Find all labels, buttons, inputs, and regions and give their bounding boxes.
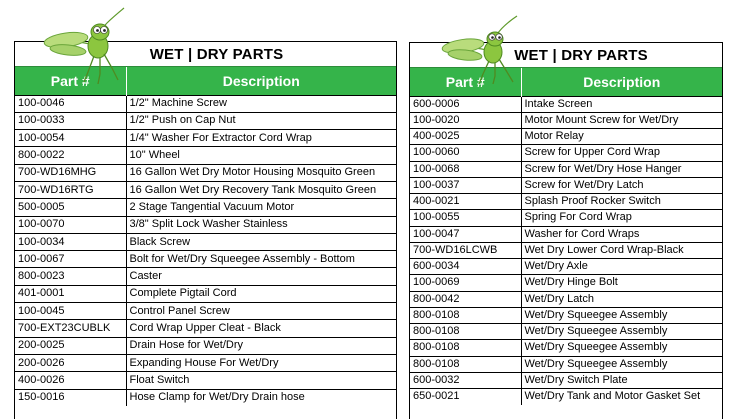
- table-row: [15, 164, 396, 181]
- part-number-cell: 800-0108: [410, 340, 521, 356]
- part-number-cell: 800-0108: [410, 307, 521, 323]
- table-row: [410, 226, 722, 242]
- part-number-cell: 600-0032: [410, 372, 521, 388]
- description-cell: Caster: [126, 268, 396, 285]
- description-cell: Expanding House For Wet/Dry: [126, 354, 396, 371]
- table-row: [15, 389, 396, 406]
- description-cell: Drain Hose for Wet/Dry: [126, 337, 396, 354]
- table-row: [15, 268, 396, 285]
- description-cell: Wet/Dry Squeegee Assembly: [521, 324, 722, 340]
- part-number-cell: 700-WD16MHG: [15, 164, 126, 181]
- parts-table: [15, 67, 396, 406]
- table-row: [410, 129, 722, 145]
- table-row: [410, 291, 722, 307]
- description-cell: Motor Mount Screw for Wet/Dry: [521, 112, 722, 128]
- table-row: [15, 181, 396, 198]
- table-row: [410, 194, 722, 210]
- part-number-cell: 800-0108: [410, 324, 521, 340]
- part-number-cell: 100-0067: [15, 251, 126, 268]
- table-row: [410, 275, 722, 291]
- table-row: [15, 320, 396, 337]
- column-header-part: Part #: [15, 67, 126, 95]
- part-number-cell: 400-0026: [15, 372, 126, 389]
- description-cell: 16 Gallon Wet Dry Motor Housing Mosquito Green: [126, 164, 396, 181]
- description-cell: Wet/Dry Axle: [521, 259, 722, 275]
- part-number-cell: 100-0054: [15, 130, 126, 147]
- description-cell: Wet/Dry Latch: [521, 291, 722, 307]
- description-cell: Splash Proof Rocker Switch: [521, 194, 722, 210]
- part-number-cell: 700-EXT23CUBLK: [15, 320, 126, 337]
- table-row: [410, 307, 722, 323]
- description-cell: Wet/Dry Squeegee Assembly: [521, 356, 722, 372]
- part-number-cell: 200-0026: [15, 354, 126, 371]
- part-number-cell: 401-0001: [15, 285, 126, 302]
- part-number-cell: 100-0034: [15, 233, 126, 250]
- part-number-cell: 800-0108: [410, 356, 521, 372]
- description-cell: Black Screw: [126, 233, 396, 250]
- table-body: [410, 96, 722, 405]
- table-row: [15, 251, 396, 268]
- part-number-cell: 600-0034: [410, 259, 521, 275]
- description-cell: 16 Gallon Wet Dry Recovery Tank Mosquito Green: [126, 181, 396, 198]
- table-row: [15, 216, 396, 233]
- description-cell: 1/2" Machine Screw: [126, 95, 396, 112]
- part-number-cell: 650-0021: [410, 389, 521, 405]
- description-cell: Cord Wrap Upper Cleat - Black: [126, 320, 396, 337]
- part-number-cell: 200-0025: [15, 337, 126, 354]
- description-cell: Motor Relay: [521, 129, 722, 145]
- description-cell: Intake Screen: [521, 96, 722, 112]
- table-title: WET | DRY PARTS: [15, 42, 396, 67]
- description-cell: Float Switch: [126, 372, 396, 389]
- description-cell: 3/8" Split Lock Washer Stainless: [126, 216, 396, 233]
- table-row: [15, 337, 396, 354]
- part-number-cell: 100-0047: [410, 226, 521, 242]
- part-number-cell: 100-0060: [410, 145, 521, 161]
- description-cell: Bolt for Wet/Dry Squeegee Assembly - Bottom: [126, 251, 396, 268]
- description-cell: 1/4" Washer For Extractor Cord Wrap: [126, 130, 396, 147]
- description-cell: Screw for Upper Cord Wrap: [521, 145, 722, 161]
- part-number-cell: 100-0046: [15, 95, 126, 112]
- table-row: [15, 285, 396, 302]
- part-number-cell: 600-0006: [410, 96, 521, 112]
- description-cell: Hose Clamp for Wet/Dry Drain hose: [126, 389, 396, 406]
- table-row: [15, 354, 396, 371]
- part-number-cell: 100-0055: [410, 210, 521, 226]
- table-row: [410, 372, 722, 388]
- part-number-cell: 800-0022: [15, 147, 126, 164]
- part-number-cell: 150-0016: [15, 389, 126, 406]
- table-row: [15, 303, 396, 320]
- table-row: [15, 233, 396, 250]
- description-cell: Control Panel Screw: [126, 303, 396, 320]
- table-row: [410, 177, 722, 193]
- part-number-cell: 700-WD16RTG: [15, 181, 126, 198]
- table-row: [15, 95, 396, 112]
- table-row: [15, 112, 396, 129]
- table-row: [410, 242, 722, 258]
- description-cell: Spring For Cord Wrap: [521, 210, 722, 226]
- column-header-description: Description: [521, 68, 722, 96]
- table-row: [410, 356, 722, 372]
- table-row: [15, 147, 396, 164]
- part-number-cell: 100-0045: [15, 303, 126, 320]
- part-number-cell: 100-0070: [15, 216, 126, 233]
- part-number-cell: 100-0033: [15, 112, 126, 129]
- description-cell: Screw for Wet/Dry Hose Hanger: [521, 161, 722, 177]
- column-header-description: Description: [126, 67, 396, 95]
- table-row: [410, 112, 722, 128]
- table-row: [410, 145, 722, 161]
- table-row: [15, 130, 396, 147]
- column-header-part: Part #: [410, 68, 521, 96]
- table-row: [410, 340, 722, 356]
- part-number-cell: 400-0021: [410, 194, 521, 210]
- table-row: [410, 259, 722, 275]
- part-number-cell: 400-0025: [410, 129, 521, 145]
- table-row: [15, 372, 396, 389]
- part-number-cell: 100-0020: [410, 112, 521, 128]
- description-cell: Wet Dry Lower Cord Wrap-Black: [521, 242, 722, 258]
- description-cell: Screw for Wet/Dry Latch: [521, 177, 722, 193]
- table-row: [410, 210, 722, 226]
- header-row: [15, 67, 396, 95]
- description-cell: Wet/Dry Switch Plate: [521, 372, 722, 388]
- part-number-cell: 100-0069: [410, 275, 521, 291]
- part-number-cell: 800-0023: [15, 268, 126, 285]
- table-row: [410, 96, 722, 112]
- part-number-cell: 100-0068: [410, 161, 521, 177]
- description-cell: 10" Wheel: [126, 147, 396, 164]
- description-cell: Wet/Dry Squeegee Assembly: [521, 340, 722, 356]
- parts-table-right: [409, 42, 723, 419]
- table-row: [410, 161, 722, 177]
- description-cell: Wet/Dry Tank and Motor Gasket Set: [521, 389, 722, 405]
- part-number-cell: 800-0042: [410, 291, 521, 307]
- description-cell: 2 Stage Tangential Vacuum Motor: [126, 199, 396, 216]
- table-row: [410, 324, 722, 340]
- part-number-cell: 500-0005: [15, 199, 126, 216]
- part-number-cell: 700-WD16LCWB: [410, 242, 521, 258]
- description-cell: Wet/Dry Squeegee Assembly: [521, 307, 722, 323]
- table-title: WET | DRY PARTS: [410, 43, 722, 68]
- description-cell: Washer for Cord Wraps: [521, 226, 722, 242]
- parts-table-left: [14, 41, 397, 419]
- description-cell: Wet/Dry Hinge Bolt: [521, 275, 722, 291]
- table-body: [15, 95, 396, 406]
- description-cell: Complete Pigtail Cord: [126, 285, 396, 302]
- part-number-cell: 100-0037: [410, 177, 521, 193]
- parts-table: [410, 68, 722, 405]
- table-row: [15, 199, 396, 216]
- description-cell: 1/2" Push on Cap Nut: [126, 112, 396, 129]
- header-row: [410, 68, 722, 96]
- table-row: [410, 389, 722, 405]
